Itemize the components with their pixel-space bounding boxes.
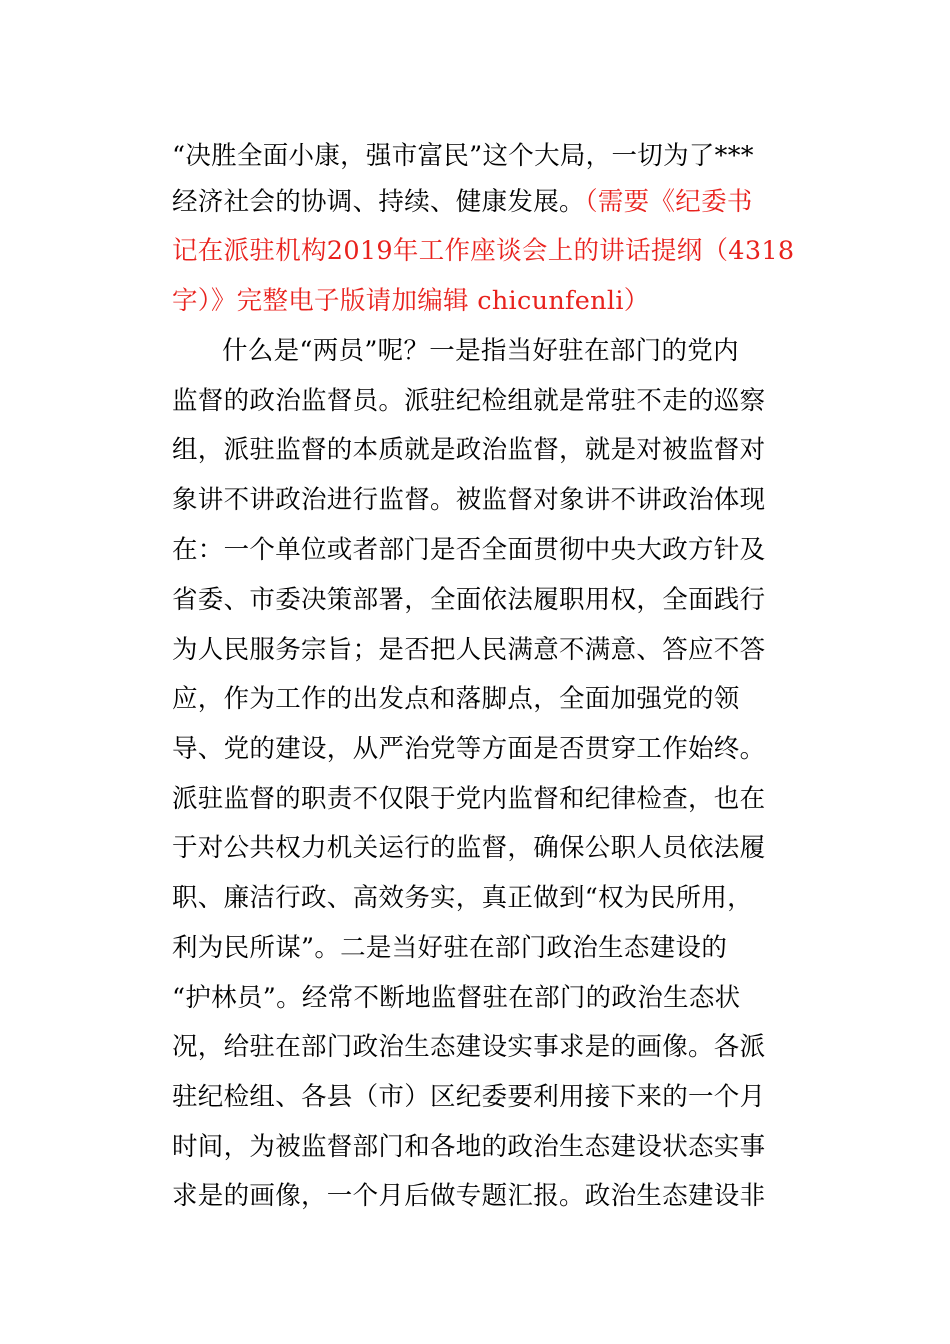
text-line-22 xyxy=(172,1176,765,1216)
text-run: 求是的画像，一个月后做专题汇报。政治生态建设非 xyxy=(172,1181,766,1211)
text-run: 利为民所谋”。二是当好驻在部门政治生态建设的 xyxy=(172,933,728,963)
text-line-6 xyxy=(172,381,765,421)
text-run: 象讲不讲政治进行监督。被监督对象讲不讲政治体现 xyxy=(172,485,766,515)
text-line-21 xyxy=(172,1127,765,1167)
text-run: 派驻监督的职责不仅限于党内监督和纪律检查，也在 xyxy=(172,784,766,814)
text-run: 省委、市委决策部署，全面依法履职用权，全面践行 xyxy=(172,585,766,615)
highlighted-text-run: 记在派驻机构2019年工作座谈会上的讲话提纲（4318 xyxy=(172,236,795,266)
paragraph-start-line xyxy=(222,331,739,371)
text-run: 于对公共权力机关运行的监督，确保公职人员依法履 xyxy=(172,833,766,863)
text-run: 在：一个单位或者部门是否全面贯彻中央大政方针及 xyxy=(172,535,766,565)
text-run: 经济社会的协调、持续、健康发展。 xyxy=(172,187,585,217)
text-line-13 xyxy=(172,729,765,769)
text-run: 时间，为被监督部门和各地的政治生态建设状态实事 xyxy=(172,1132,766,1162)
text-run: 驻纪检组、各县（市）区纪委要利用接下来的一个月 xyxy=(172,1082,766,1112)
text-line-18 xyxy=(172,978,740,1018)
text-line-16 xyxy=(172,878,753,918)
text-line-4 xyxy=(172,281,650,321)
text-run: 什么是“两员”呢？一是指当好驻在部门的党内 xyxy=(222,336,739,366)
text-run: 应，作为工作的出发点和落脚点，全面加强党的领 xyxy=(172,684,740,714)
text-line-1 xyxy=(172,136,754,176)
text-run: 职、廉洁行政、高效务实，真正做到“权为民所用， xyxy=(172,883,753,913)
text-run: “护林员”。经常不断地监督驻在部门的政治生态状 xyxy=(172,983,741,1013)
text-run: 监督的政治监督员。派驻纪检组就是常驻不走的巡察 xyxy=(172,386,766,416)
text-line-15 xyxy=(172,828,765,868)
text-line-2 xyxy=(172,182,753,222)
text-line-8 xyxy=(172,480,765,520)
text-line-9 xyxy=(172,530,765,570)
highlighted-text-run: （需要《纪委书 xyxy=(584,187,753,217)
text-run: 为人民服务宗旨；是否把人民满意不满意、答应不答 xyxy=(172,635,766,665)
text-run: “决胜全面小康，强市富民”这个大局，一切为了*** xyxy=(172,141,754,171)
text-line-3 xyxy=(172,231,794,271)
text-line-11 xyxy=(172,630,765,670)
text-run: 组，派驻监督的本质就是政治监督，就是对被监督对 xyxy=(172,435,766,465)
text-line-14 xyxy=(172,779,765,819)
text-line-10 xyxy=(172,580,765,620)
text-run: 况，给驻在部门政治生态建设实事求是的画像。各派 xyxy=(172,1032,766,1062)
highlighted-text-run: 字）》完整电子版请加编辑 chicunfenli） xyxy=(172,286,650,316)
text-line-12 xyxy=(172,679,740,719)
text-line-7 xyxy=(172,430,765,470)
text-line-20 xyxy=(172,1077,765,1117)
text-line-19 xyxy=(172,1027,765,1067)
text-line-17 xyxy=(172,928,727,968)
text-run: 导、党的建设，从严治党等方面是否贯穿工作始终。 xyxy=(172,734,766,764)
